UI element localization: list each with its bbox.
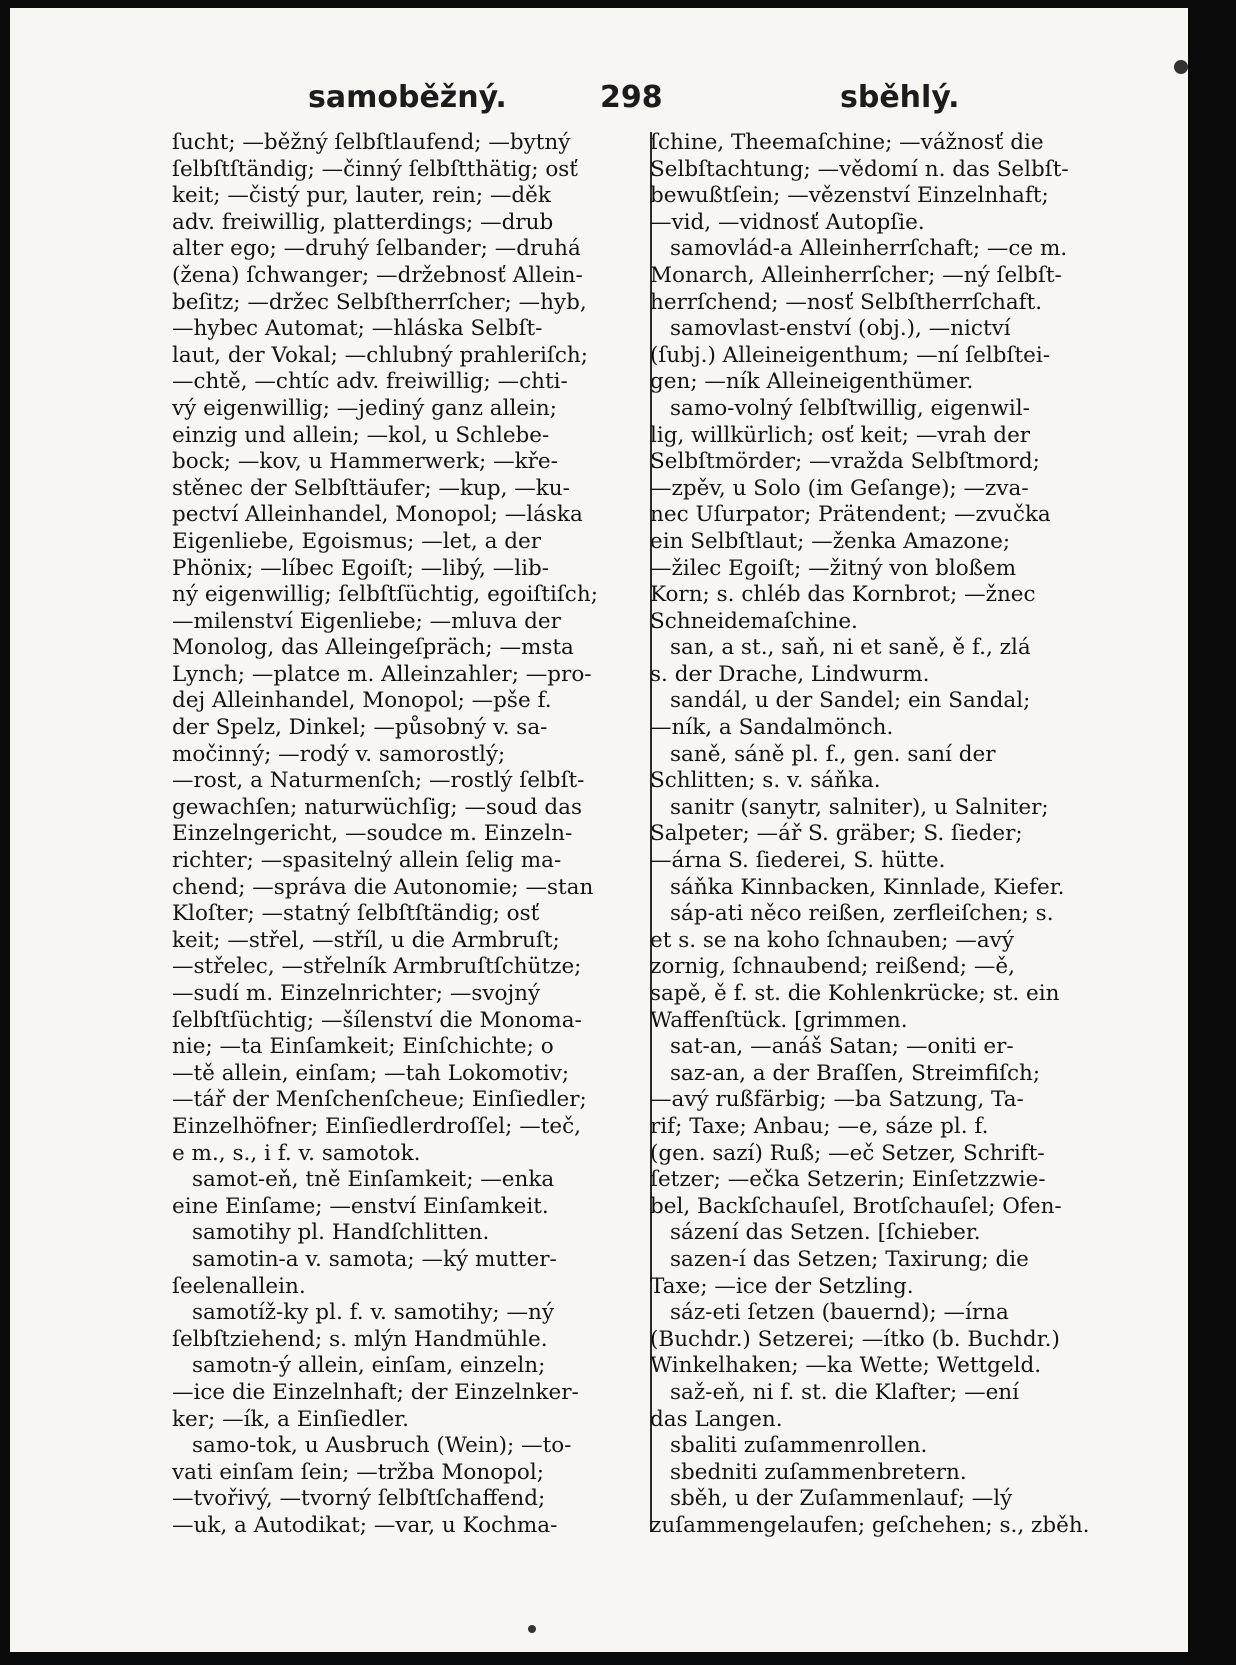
entry-line: samovlád-a Alleinherrſchaft; —ce m. xyxy=(670,236,1068,262)
page-number: 298 xyxy=(600,80,663,115)
entry-line: —tář der Menſchenſcheue; Einſiedler; xyxy=(172,1087,587,1113)
entry-line: samotíž-ky pl. f. v. samotihy; —ný xyxy=(192,1300,554,1326)
entry-line: Monolog, das Alleingeſpräch; —msta xyxy=(172,635,574,661)
entry-line: zuſammengelaufen; geſchehen; s., zběh. xyxy=(650,1512,1090,1538)
entry-line: Winkelhaken; —ka Wette; Wettgeld. xyxy=(650,1353,1042,1379)
entry-line: e m., s., i f. v. samotok. xyxy=(172,1140,421,1166)
entry-line: samo-volný ſelbſtwillig, eigenwil- xyxy=(670,395,1030,421)
entry-line: samo-tok, u Ausbruch (Wein); —to- xyxy=(192,1433,572,1459)
entry-line: (Buchdr.) Setzerei; —ítko (b. Buchdr.) xyxy=(650,1326,1060,1352)
entry-line: (žena) ſchwanger; —držebnosť Allein- xyxy=(172,262,583,288)
entry-line: sáňka Kinnbacken, Kinnlade, Kiefer. xyxy=(670,874,1065,900)
entry-line: vý eigenwillig; —jediný ganz allein; xyxy=(172,395,558,421)
entry-line: ſeelenallein. xyxy=(172,1273,306,1299)
entry-line: sazen-í das Setzen; Taxirung; die xyxy=(670,1246,1029,1272)
entry-line: sapě, ě f. st. die Kohlenkrücke; st. ein xyxy=(650,981,1060,1006)
entry-line: herrſchend; —nosť Selbſtherrſchaft. xyxy=(650,289,1043,315)
entry-line: gewachſen; naturwüchſig; —soud das xyxy=(172,794,582,820)
entry-line: —žilec Egoiſt; —žitný von bloßem xyxy=(650,555,1017,581)
entry-line: samot-eň, tně Einſamkeit; —enka xyxy=(192,1167,555,1193)
entry-line: ſetzer; —ečka Setzerin; Einſetzzwie- xyxy=(650,1167,1046,1193)
entry-line: —milenství Eigenliebe; —mluva der xyxy=(172,608,561,634)
entry-line: Einzelngericht, —soudce m. Einzeln- xyxy=(172,821,573,847)
entry-line: (gen. sazí) Ruß; —eč Setzer, Schrift- xyxy=(650,1140,1045,1166)
entry-line: ein Selbſtlaut; —ženka Amazone; xyxy=(650,528,1011,554)
entry-line: Waffenſtück. [grimmen. xyxy=(650,1007,908,1033)
entry-line: —árna S. ſiederei, S. hütte. xyxy=(650,848,946,874)
entry-line: Schneidemaſchine. xyxy=(650,608,858,634)
entry-line: bewußtſein; —vězenství Einzelnhaft; xyxy=(650,183,1049,209)
entry-line: ſchine, Theemaſchine; —vážnosť die xyxy=(650,130,1044,155)
entry-line: nie; —ta Einſamkeit; Einſchichte; o xyxy=(172,1034,554,1060)
entry-line: nec Uſurpator; Prätendent; —zvučka xyxy=(650,502,1051,528)
entry-line: sat-an, —anáš Satan; —oniti er- xyxy=(670,1034,1014,1060)
entry-line: sáz-eti ſetzen (bauernd); —írna xyxy=(670,1300,1009,1326)
page-header xyxy=(10,80,1188,130)
entry-line: saž-eň, ni f. st. die Klafter; —ení xyxy=(670,1379,1020,1405)
entry-line: laut, der Vokal; —chlubný prahleriſch; xyxy=(172,342,588,368)
entry-line: Einzelhöfner; Einſiedlerdroſſel; —teč, xyxy=(172,1113,581,1139)
entry-line: sbedniti zuſammenbretern. xyxy=(670,1459,967,1485)
entry-line: eine Einſame; —enství Einſamkeit. xyxy=(172,1193,549,1219)
entry-line: sázení das Setzen. [ſchieber. xyxy=(670,1220,981,1246)
entry-line: der Spelz, Dinkel; —působný v. sa- xyxy=(172,715,548,741)
entry-line: sběh, u der Zuſammenlauf; —lý xyxy=(670,1486,1013,1512)
entry-line: Salpeter; —ář S. gräber; S. ſieder; xyxy=(650,821,1023,847)
entry-line: sáp-ati něco reißen, zerfleiſchen; s. xyxy=(670,901,1054,927)
entry-line: Selbſtachtung; —vědomí n. das Selbſt- xyxy=(650,156,1069,182)
right-column xyxy=(650,130,1130,1539)
entry-line: ný eigenwillig; ſelbſtſüchtig, egoiſtiſch; xyxy=(172,582,598,608)
entry-line: sbaliti zuſammenrollen. xyxy=(670,1433,928,1459)
entry-line: —ice die Einzelnhaft; der Einzelnker- xyxy=(172,1379,579,1405)
ink-dot-bottom xyxy=(528,1625,536,1633)
entry-line: —ník, a Sandalmönch. xyxy=(650,715,894,741)
entry-line: zornig, ſchnaubend; reißend; —ě, xyxy=(650,954,1015,980)
entry-line: Schlitten; s. v. sáňka. xyxy=(650,768,881,794)
entry-line: —zpěv, u Solo (im Geſange); —zva- xyxy=(650,475,1029,501)
entry-line: —chtě, —chtíc adv. freiwillig; —chti- xyxy=(172,369,568,395)
entry-line: Taxe; —ice der Setzling. xyxy=(650,1273,914,1299)
entry-line: alter ego; —druhý ſelbander; —druhá xyxy=(172,236,581,262)
entry-line: —avý rußfärbig; —ba Satzung, Ta- xyxy=(650,1087,1024,1113)
entry-line: s. der Drache, Lindwurm. xyxy=(650,661,930,687)
entry-line: pectví Alleinhandel, Monopol; —láska xyxy=(172,502,583,528)
entry-line: ker; —ík, a Einſiedler. xyxy=(172,1406,409,1432)
entry-line: saně, sáně pl. f., gen. saní der xyxy=(670,741,996,767)
entry-line: adv. freiwillig, platterdings; —drub xyxy=(172,209,554,235)
entry-line: Eigenliebe, Egoismus; —let, a der xyxy=(172,528,542,554)
entry-line: stěnec der Selbſttäufer; —kup, —ku- xyxy=(172,475,570,501)
header-right-headword: sběhlý. xyxy=(840,80,960,115)
entry-line: Monarch, Alleinherrſcher; —ný ſelbſt- xyxy=(650,262,1062,288)
left-column xyxy=(172,130,642,1539)
entry-line: bel, Backſchauſel, Brotſchauſel; Ofen- xyxy=(650,1193,1062,1219)
entry-line: keit; —střel, —stříl, u die Armbruſt; xyxy=(172,927,560,953)
entry-line: Phönix; —líbec Egoiſt; —libý, —lib- xyxy=(172,555,550,581)
entry-line: Korn; s. chléb das Kornbrot; —žnec xyxy=(650,582,1036,608)
entry-line: —hybec Automat; —hláska Selbſt- xyxy=(172,316,543,342)
entry-line: samovlast-enství (obj.), —nictví xyxy=(670,316,1011,342)
entry-line: Kloſter; —statný ſelbſtſtändig; osť xyxy=(172,901,540,927)
entry-line: —rost, a Naturmenſch; —rostlý ſelbſt- xyxy=(172,768,585,794)
entry-line: močinný; —rodý v. samorostlý; xyxy=(172,741,506,767)
entry-line: chend; —správa die Autonomie; —stan xyxy=(172,874,594,900)
entry-line: vati einſam ſein; —tržba Monopol; xyxy=(172,1459,544,1485)
entry-line: ſelbſtziehend; s. mlýn Handmühle. xyxy=(172,1326,548,1352)
entry-line: saz-an, a der Braſſen, Streimfiſch; xyxy=(670,1060,1041,1086)
entry-line: et s. se na koho ſchnauben; —avý xyxy=(650,927,1014,953)
entry-line: einzig und allein; —kol, u Schlebe- xyxy=(172,422,550,448)
entry-line: samotin-a v. samota; —ký mutter- xyxy=(192,1246,557,1272)
entry-line: Selbſtmörder; —vražda Selbſtmord; xyxy=(650,449,1040,475)
entry-line: sandál, u der Sandel; ein Sandal; xyxy=(670,688,1031,714)
entry-line: Lynch; —platce m. Alleinzahler; —pro- xyxy=(172,661,592,687)
entry-line: —tvořivý, —tvorný ſelbſtſchaffend; xyxy=(172,1486,546,1512)
entry-line: dej Alleinhandel, Monopol; —pše f. xyxy=(172,688,552,714)
entry-line: richter; —spasitelný allein ſelig ma- xyxy=(172,848,562,874)
entry-line: bock; —kov, u Hammerwerk; —kře- xyxy=(172,449,558,475)
entry-line: sanitr (sanytr, salniter), u Salniter; xyxy=(670,794,1049,820)
entry-line: —uk, a Autodikat; —var, u Kochma- xyxy=(172,1512,558,1538)
ink-dot-top xyxy=(1174,60,1188,74)
entry-line: (ſubj.) Alleineigenthum; —ní ſelbſtei- xyxy=(650,342,1050,368)
entry-line: gen; —ník Alleineigenthümer. xyxy=(650,369,974,395)
entry-line: —sudí m. Einzelnrichter; —svojný xyxy=(172,981,541,1006)
entry-line: —střelec, —střelník Armbruſtſchütze; xyxy=(172,954,582,980)
entry-line: rif; Taxe; Anbau; —e, sáze pl. f. xyxy=(650,1113,989,1139)
entry-line: lig, willkürlich; osť keit; —vrah der xyxy=(650,422,1031,448)
entry-line: san, a st., saň, ni et saně, ě f., zlá xyxy=(670,635,1031,661)
entry-line: samotihy pl. Handſchlitten. xyxy=(192,1220,490,1246)
entry-line: das Langen. xyxy=(650,1406,783,1432)
header-left-headword: samoběžný. xyxy=(308,80,507,115)
entry-line: ſelbſtſüchtig; —šílenství die Monoma- xyxy=(172,1007,582,1033)
entry-line: samotn-ý allein, einſam, einzeln; xyxy=(192,1353,546,1379)
entry-line: beſitz; —držec Selbſtherrſcher; —hyb, xyxy=(172,289,587,315)
entry-line: ſucht; —běžný ſelbſtlaufend; —bytný xyxy=(172,130,571,155)
entry-line: —tě allein, einſam; —tah Lokomotiv; xyxy=(172,1060,570,1086)
entry-line: keit; —čistý pur, lauter, rein; —děk xyxy=(172,183,551,209)
entry-line: ſelbſtſtändig; —činný ſelbſtthätig; osť xyxy=(172,156,578,182)
entry-line: —vid, —vidnosť Autopſie. xyxy=(650,209,925,235)
dictionary-page xyxy=(10,8,1188,1652)
